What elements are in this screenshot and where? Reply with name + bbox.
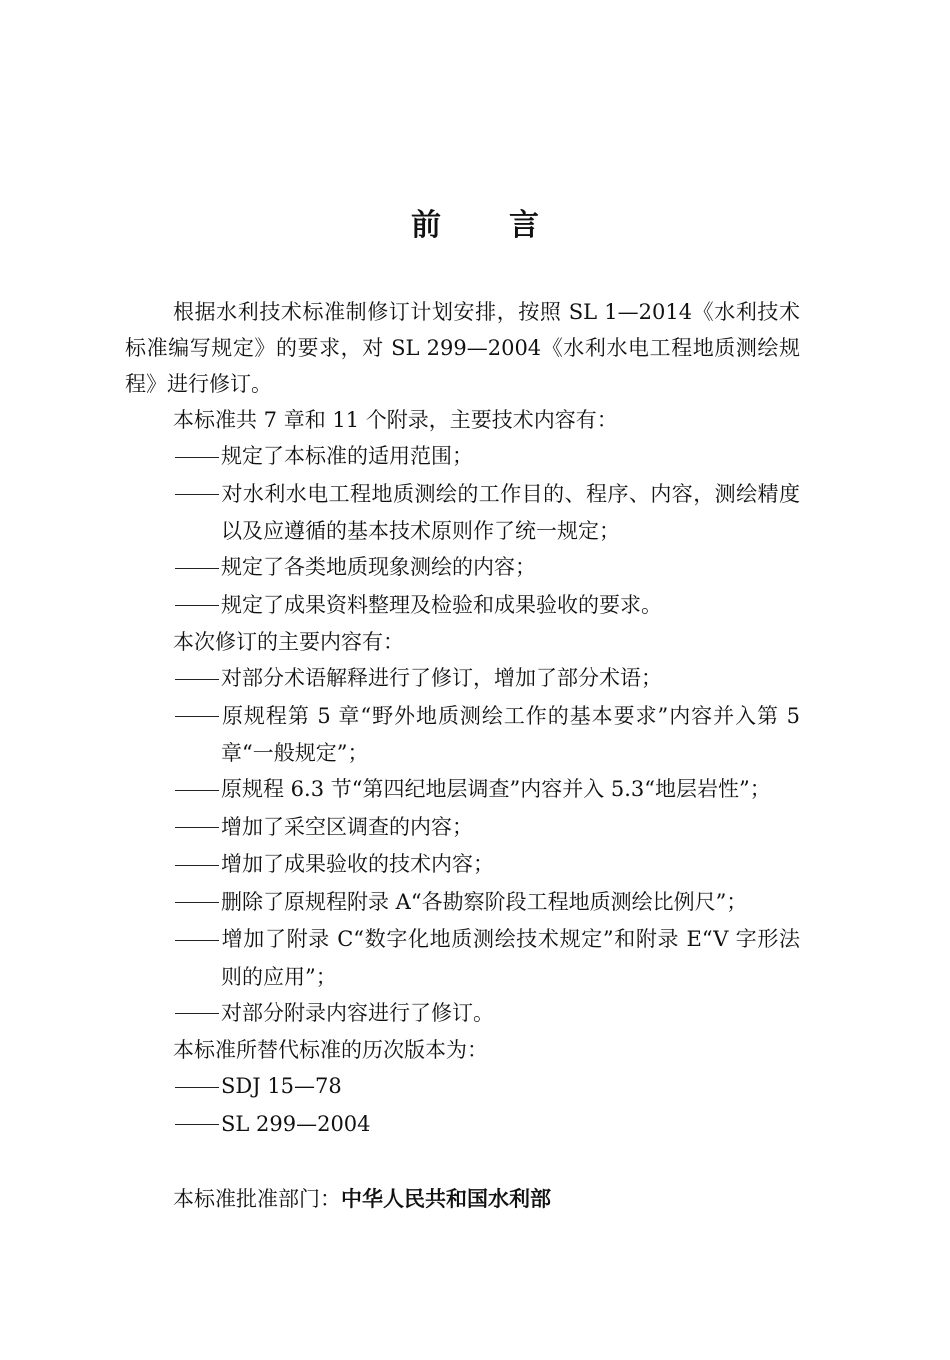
dash-marker — [173, 773, 221, 809]
list-item: 对水利水电工程地质测绘的工作目的、程序、内容，测绘精度以及应遵循的基本技术原则作了统一规定； — [125, 476, 800, 550]
list-item: 增加了附录 C“数字化地质测绘技术规定”和附录 E“V 字形法则的应用”； — [125, 921, 800, 995]
list-item: SL 299—2004 — [125, 1106, 800, 1144]
dash-marker — [173, 810, 221, 846]
revision-intro: 本次修订的主要内容有： — [173, 630, 404, 654]
dash-marker — [173, 885, 221, 921]
list-item: 规定了本标准的适用范围； — [125, 438, 800, 476]
page-title: 前言 — [411, 208, 607, 243]
list-item: 增加了采空区调查的内容； — [125, 809, 800, 847]
list-item: 规定了各类地质现象测绘的内容； — [125, 549, 800, 587]
dash-marker — [173, 1107, 221, 1143]
list-item: 删除了原规程附录 A“各勘察阶段工程地质测绘比例尺”； — [125, 884, 800, 922]
dash-marker — [173, 923, 221, 959]
dash-marker — [173, 1070, 221, 1106]
approval-line — [125, 1181, 800, 1217]
list-item: 对部分术语解释进行了修订，增加了部分术语； — [125, 660, 800, 698]
approval-label: 本标准批准部门： — [173, 1187, 341, 1211]
list-item: 原规程第 5 章“野外地质测绘工作的基本要求”内容并入第 5 章“一般规定”； — [125, 698, 800, 772]
dash-marker — [173, 477, 221, 513]
list-item: 规定了成果资料整理及检验和成果验收的要求。 — [125, 587, 800, 625]
dash-marker — [173, 996, 221, 1032]
list-item: SDJ 15—78 — [125, 1068, 800, 1106]
approval-department: 中华人民共和国水利部 — [341, 1187, 551, 1211]
history-intro: 本标准所替代标准的历次版本为： — [173, 1038, 488, 1062]
dash-marker — [173, 848, 221, 884]
list-item: 增加了成果验收的技术内容； — [125, 846, 800, 884]
dash-marker — [173, 699, 221, 735]
dash-marker — [173, 440, 221, 476]
intro-paragraph: 根据水利技术标准制修订计划安排，按照 SL 1—2014《水利技术标准编写规定》的要求，对 SL 299—2004《水利水电工程地质测绘规程》进行修订。 — [125, 300, 800, 396]
dash-marker — [173, 662, 221, 698]
list-item: 原规程 6.3 节“第四纪地层调查”内容并入 5.3“地层岩性”； — [125, 771, 800, 809]
document-body — [125, 294, 800, 1217]
summary-intro: 本标准共 7 章和 11 个附录，主要技术内容有： — [173, 408, 618, 432]
dash-marker — [173, 551, 221, 587]
list-item: 对部分附录内容进行了修订。 — [125, 995, 800, 1033]
dash-marker — [173, 588, 221, 624]
